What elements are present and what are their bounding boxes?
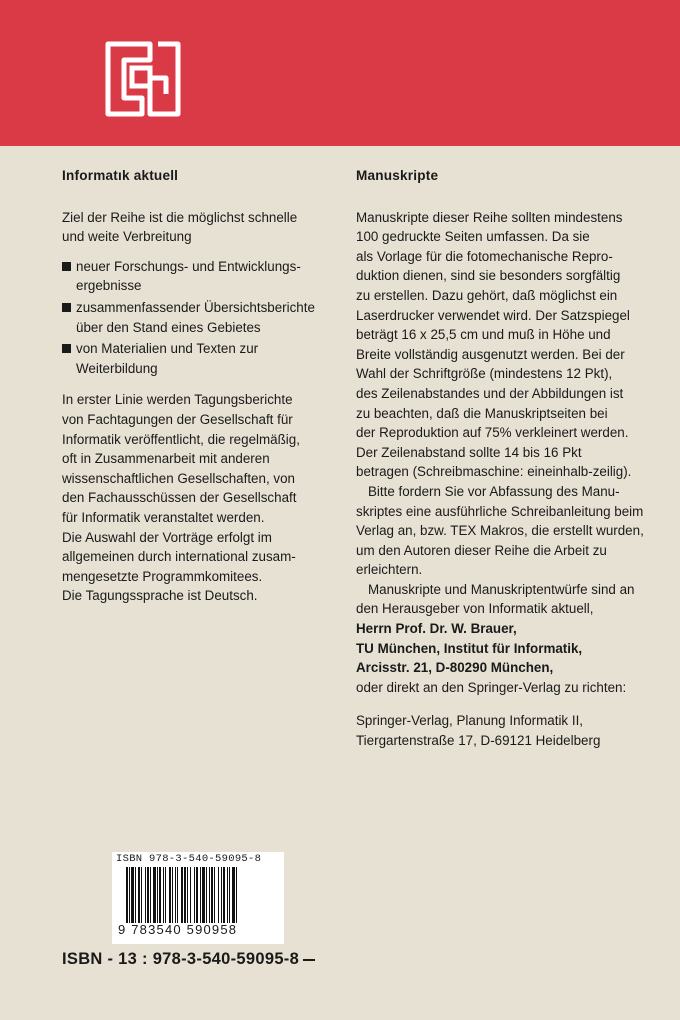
body-line: Laserdrucker verwendet wird. Der Satzspiegel	[356, 307, 630, 323]
left-column	[62, 166, 322, 606]
bullet-list	[62, 257, 322, 379]
body-line: Breite vollständig ausgenutzt werden. Bei der	[356, 346, 625, 362]
bullet-line: über den Stand eines Gebietes	[76, 319, 261, 335]
body-line: beträgt 16 x 25,5 cm und muß in Höhe und	[356, 327, 611, 343]
bullet-line: ergebnisse	[76, 278, 142, 294]
left-body-text	[62, 390, 322, 606]
left-title: Informatık aktuell	[62, 168, 179, 183]
body-line: Manuskripte und Manuskriptentwürfe sind an	[368, 581, 635, 597]
body-line: den Fachausschüssen der Gesellschaft	[62, 490, 297, 506]
right-title: Manuskripte	[356, 168, 439, 183]
submission-text	[356, 580, 646, 698]
body-line: Der Zeilenabstand sollte 14 bis 16 Pkt	[356, 444, 582, 460]
header-band	[0, 0, 680, 146]
body-line: Bitte fordern Sie vor Abfassung des Manu-	[368, 483, 620, 499]
body-line: zu beachten, daß die Manuskriptseiten bei	[356, 405, 608, 421]
editor-address-line: Herrn Prof. Dr. W. Brauer,	[356, 621, 517, 637]
body-line: zu erstellen. Dazu gehört, daß möglichst ein	[356, 287, 618, 303]
body-line: oft in Zusammenarbeit mit anderen	[62, 451, 270, 467]
body-line: Manuskripte dieser Reihe sollten mindestens	[356, 209, 623, 225]
intro-line: und weite Verbreitung	[62, 229, 192, 245]
bullet-line: zusammenfassender Übersichtsberichte	[76, 299, 315, 315]
body-line: mengesetzte Programmkomitees.	[62, 568, 263, 584]
body-line: duktion dienen, sind sie besonders sorgfältig	[356, 268, 621, 284]
publisher-line: Tiergartenstraße 17, D-69121 Heidelberg	[356, 733, 601, 749]
body-line: erleichtern.	[356, 562, 423, 578]
body-line: betragen (Schreibmaschine: eineinhalb-zeilig).	[356, 464, 632, 480]
body-line: von Fachtagungen der Gesellschaft für	[62, 411, 293, 427]
body-line: Informatik veröffentlicht, die regelmäßig,	[62, 431, 300, 447]
body-line: der Reproduktion auf 75% verkleinert werden.	[356, 425, 629, 441]
body-line: Wahl der Schriftgröße (mindestens 12 Pkt),	[356, 366, 613, 382]
editor-address-line: Arcisstr. 21, D-80290 München,	[356, 660, 554, 676]
bullet-line: von Materialien und Texten zur	[76, 341, 259, 357]
body-line: Die Tagungssprache ist Deutsch.	[62, 588, 258, 604]
body-line: Die Auswahl der Vorträge erfolgt im	[62, 529, 272, 545]
bullet-line: neuer Forschungs- und Entwicklungs-	[76, 258, 301, 274]
isbn-top: ISBN 978-3-540-59095-8	[116, 853, 262, 865]
body-line: In erster Linie werden Tagungsberichte	[62, 392, 293, 408]
body-line: allgemeinen durch international zusam-	[62, 549, 296, 565]
body-line: oder direkt an den Springer-Verlag zu richten:	[356, 679, 627, 695]
bullet-item	[62, 298, 322, 337]
editor-address-line: TU München, Institut für Informatik,	[356, 640, 583, 656]
body-line: des Zeilenabstandes und der Abbildungen ist	[356, 385, 624, 401]
intro-text	[62, 208, 322, 247]
template-request-text	[356, 482, 646, 580]
ean-digits: 9 783540 590958	[118, 922, 238, 937]
body-line: wissenschaftlichen Gesellschaften, von	[62, 470, 295, 486]
bullet-item	[62, 257, 322, 296]
body-line: Verlag an, bzw. TEX Makros, die erstellt wurden,	[356, 523, 644, 539]
publisher-line: Springer-Verlag, Planung Informatik II,	[356, 713, 584, 729]
body-line: 100 gedruckte Seiten umfassen. Da sie	[356, 229, 590, 245]
barcode-label	[112, 852, 284, 944]
manuscript-requirements	[356, 208, 646, 482]
bullet-item	[62, 339, 322, 378]
bullet-line: Weiterbildung	[76, 360, 158, 376]
right-column	[356, 166, 646, 751]
barcode-icon	[126, 867, 274, 923]
body-line: um den Autoren dieser Reihe die Arbeit zu	[356, 542, 607, 558]
isbn-13-label: ISBN - 13 : 978-3-540-59095-8	[62, 950, 315, 969]
body-line: als Vorlage für die fotomechanische Repro-	[356, 248, 613, 264]
body-line: skriptes eine ausführliche Schreibanleitung beim	[356, 503, 644, 519]
springer-informatik-logo-icon	[102, 38, 184, 120]
intro-line: Ziel der Reihe ist die möglichst schnelle	[62, 209, 298, 225]
body-line: für Informatik veranstaltet werden.	[62, 509, 265, 525]
body-line: den Herausgeber von Informatik aktuell,	[356, 601, 594, 617]
publisher-address	[356, 711, 646, 750]
